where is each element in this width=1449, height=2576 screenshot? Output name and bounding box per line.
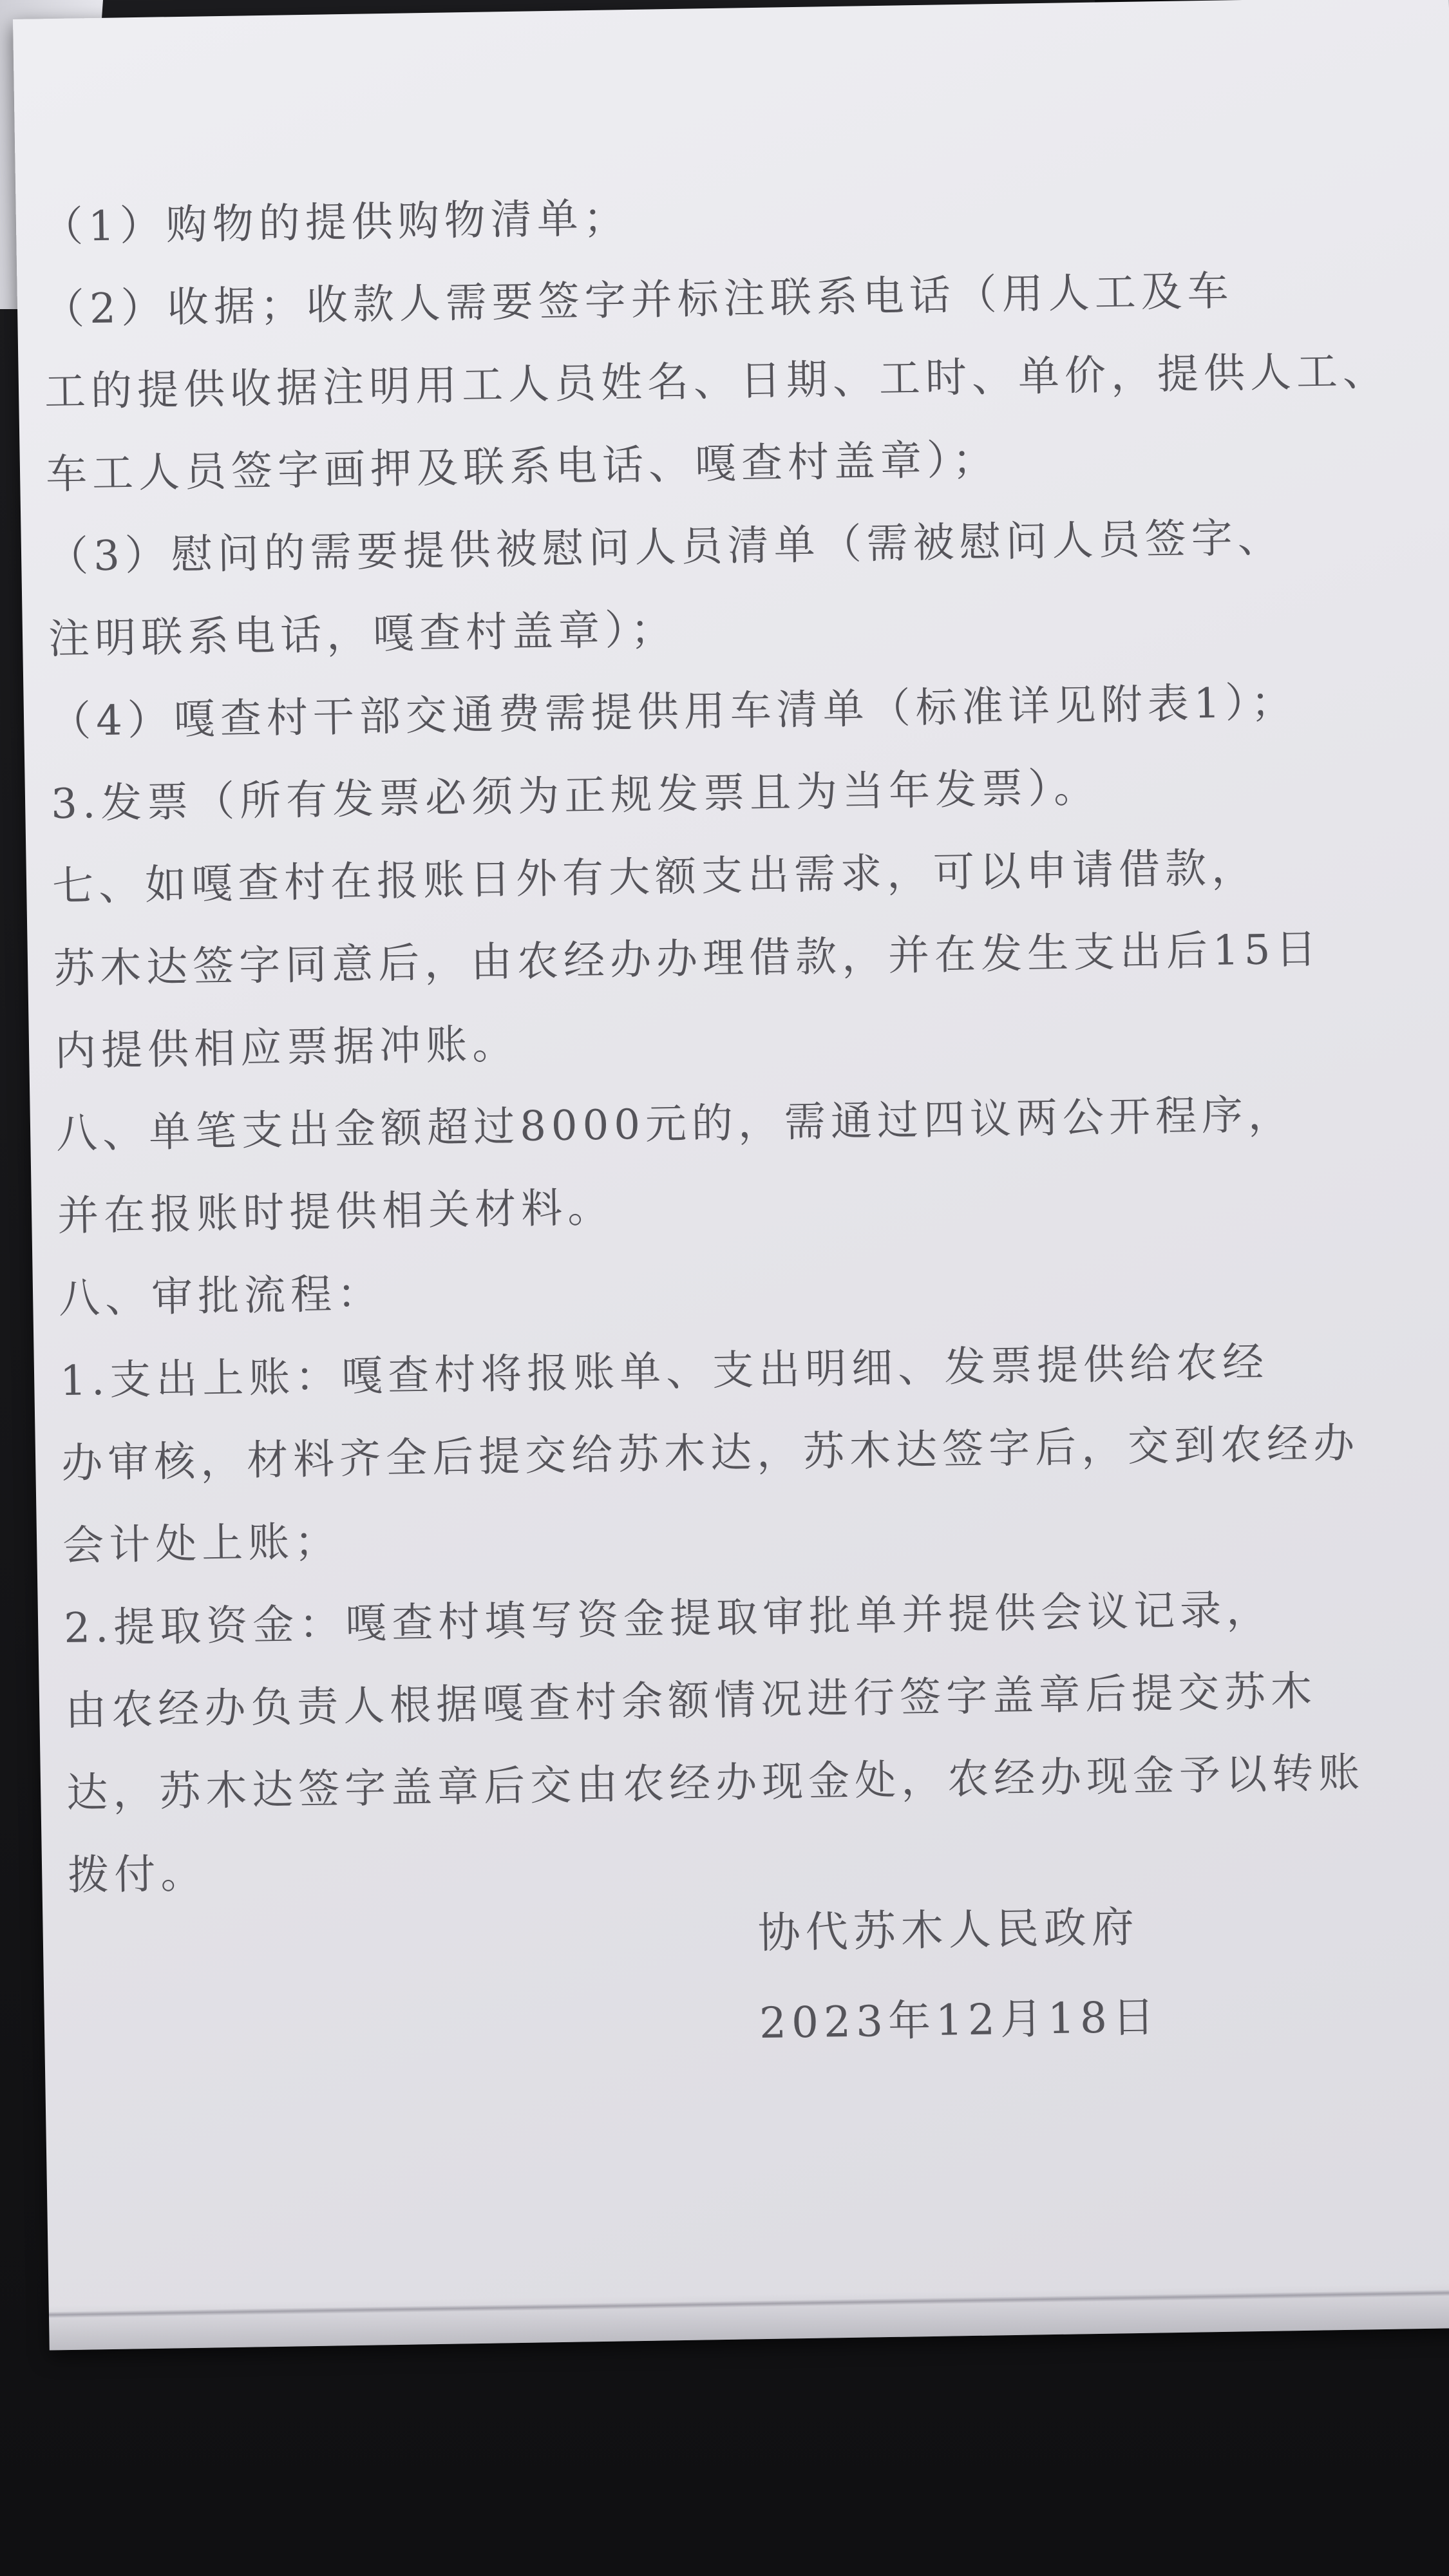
approval-step-2: 2.提取资金：嘎查村填写资金提取审批单并提供会议记录， <box>63 1586 1273 1653</box>
approval-step-1-cont-2: 会计处上账； <box>62 1518 341 1571</box>
approval-step-2-cont-1: 由农经办负责人根据嘎查村余额情况进行签字盖章后提交苏木 <box>64 1667 1318 1736</box>
item-transport: （4）嘎查村干部交通费需提供用车清单（标准详见附表1）； <box>49 678 1298 746</box>
approval-step-1: 1.支出上账：嘎查村将报账单、支出明细、发票提供给农经 <box>59 1338 1269 1406</box>
document-page <box>13 0 1449 2351</box>
document-body <box>41 166 1390 1917</box>
paper-edge-shadow <box>49 2289 1449 2318</box>
signature-block <box>757 1882 1160 2069</box>
item-receipt-cont-1: 工的提供收据注明用工人员姓名、日期、工时、单价，提供人工、 <box>44 347 1390 417</box>
approval-step-2-cont-3: 拨付。 <box>67 1850 207 1900</box>
approval-step-2-cont-2: 达，苏木达签字盖章后交由农经办现金处，农经办现金予以转账 <box>66 1749 1365 1818</box>
section-seven-cont-2: 内提供相应票据冲账。 <box>54 1020 519 1076</box>
item-condolence: （3）慰问的需要提供被慰问人员清单（需被慰问人员签字、 <box>46 514 1285 582</box>
item-invoice: 3.发票（所有发票必须为正规发票且为当年发票）。 <box>50 764 1101 829</box>
section-eight-amount: 八、单笔支出金额超过8000元的，需通过四议两公开程序， <box>55 1090 1295 1159</box>
item-receipt-cont-2: 车工人员签字画押及联系电话、嘎查村盖章）； <box>45 436 999 499</box>
approval-step-1-cont-1: 办审核，材料齐全后提交给苏木达，苏木达签字后，交到农经办 <box>61 1419 1360 1488</box>
section-eight-amount-cont: 并在报账时提供相关材料。 <box>57 1184 614 1241</box>
section-eight-approval-heading: 八、审批流程： <box>58 1270 384 1323</box>
item-shopping-list: （1）购物的提供购物清单； <box>41 194 630 252</box>
section-seven-cont-1: 苏木达签字同意后，由农经办办理借款，并在发生支出后15日 <box>53 925 1322 994</box>
issue-date: 2023年12月18日 <box>759 1992 1160 2049</box>
issuing-organization: 协代苏木人民政府 <box>757 1902 1140 1958</box>
item-receipt: （2）收据；收款人需要签字并标注联系电话（用人工及车 <box>43 267 1235 334</box>
section-seven: 七、如嘎查村在报账日外有大额支出需求，可以申请借款， <box>52 844 1258 911</box>
item-condolence-cont: 注明联系电话，嘎查村盖章）； <box>48 605 677 664</box>
